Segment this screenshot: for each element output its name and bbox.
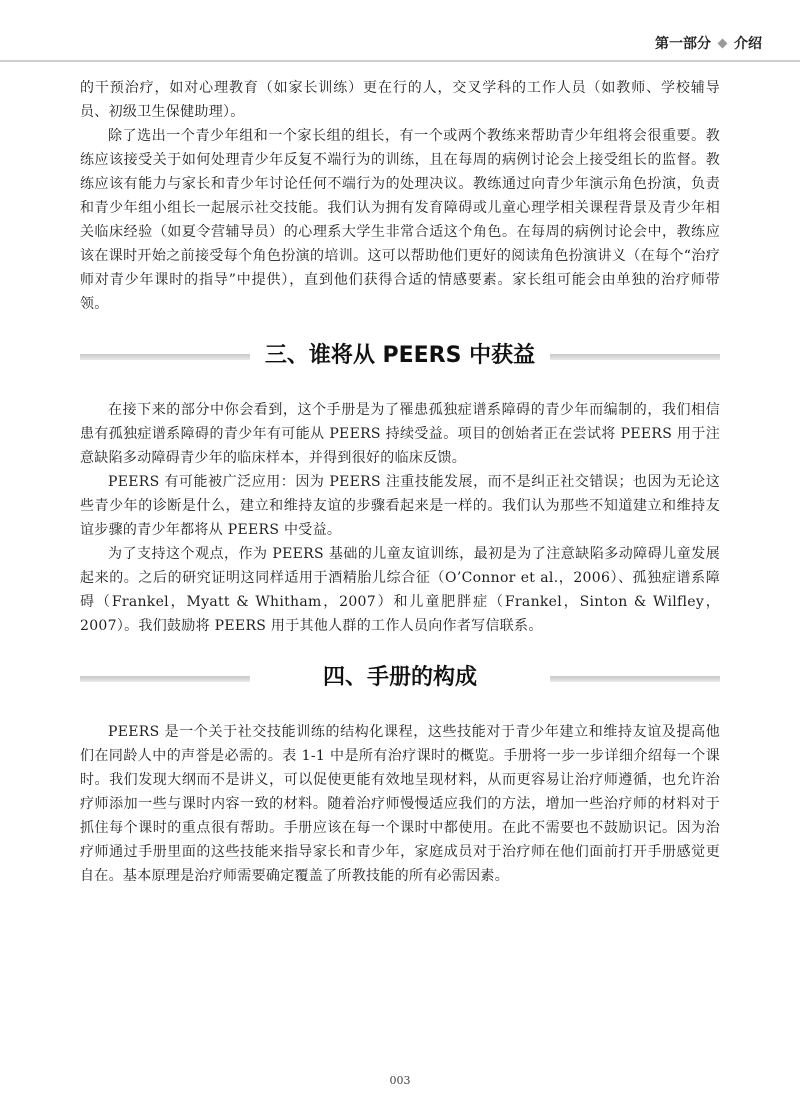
chapter-title: 介绍	[734, 36, 762, 52]
section-heading-3	[80, 328, 720, 392]
paragraph-who-benefits: 在接下来的部分中你会看到，这个手册是为了罹患孤独症谱系障碍的青少年而编制的，我们相信患有孤独症谱系障碍的青少年有可能从 PEERS 持续受益。项目的创始者正在尝试将 PEERS 用于注意缺陷多动障碍青少年的临床样本，并得到很好的临床反馈。	[80, 402, 720, 466]
part-label: 第一部分	[655, 36, 711, 52]
paragraph-manual-structure: PEERS 是一个关于社交技能训练的结构化课程，这些技能对于青少年建立和维持友谊及提高他们在同龄人中的声誉是必需的。表 1-1 中是所有治疗课时的概览。手册将一步一步详细介绍每一个课时。我们发现大纲而不是讲义，可以促使更能有效地呈现材料，从而更容易让治疗师遵循，也允许治疗师添加一些与课时内容一致的材料。随着治疗师慢慢适应我们的方法，增加一些治疗师的材料对于抓住每个课时的重点很有帮助。手册应该在每一个课时中都使用。在此不需要也不鼓励识记。因为治疗师通过手册里面的这些技能来指导家长和青少年，家庭成员对于治疗师在他们面前打开手册感觉更自在。基本原理是治疗师需要确定覆盖了所教技能的所有必需因素。	[80, 724, 720, 884]
page-number: 003	[389, 1074, 411, 1087]
diamond-icon	[718, 38, 728, 48]
paragraph-evidence: 为了支持这个观点，作为 PEERS 基础的儿童友谊训练，最初是为了注意缺陷多动障碍儿童发展起来的。之后的研究证明这同样适用于酒精胎儿综合征（O’Connor et al.，2006）、孤独症谱系障碍（Frankel，Myatt & Whitham，2007）和儿童肥胖症（Frankel，Sinton & Wilfley，2007）。我们鼓励将 PEERS 用于其他人群的工作人员向作者写信联系。	[80, 546, 720, 634]
paragraph-coaches: 除了选出一个青少年组和一个家长组的组长，有一个或两个教练来帮助青少年组将会很重要。教练应该接受关于如何处理青少年反复不端行为的训练，且在每周的病例讨论会上接受组长的监督。教练应该有能力与家长和青少年讨论任何不端行为的处理决议。教练通过向青少年演示角色扮演，负责和青少年组小组长一起展示社交技能。我们认为拥有发育障碍或儿童心理学相关课程背景及青少年相关临床经验（如夏令营辅导员）的心理系大学生非常合适这个角色。在每周的病例讨论会中，教练应该在课时开始之前接受每个角色扮演的培训。这可以帮助他们更好的阅读角色扮演讲义（在每个“治疗师对青少年课时的指导”中提供），直到他们获得合适的情感要素。家长组可能会由单独的治疗师带领。	[80, 128, 720, 312]
page-body	[80, 76, 720, 888]
section-heading-4	[80, 650, 720, 714]
page-header	[0, 0, 800, 64]
section-title-3: 三、谁将从 PEERS 中获益	[264, 343, 536, 368]
section-title-4: 四、手册的构成	[322, 665, 477, 690]
header-divider	[0, 60, 800, 62]
paragraph-continuation: 的干预治疗，如对心理教育（如家长训练）更在行的人，交叉学科的工作人员（如教师、学校辅导员、初级卫生保健助理）。	[80, 80, 720, 120]
running-head	[655, 33, 762, 53]
paragraph-broad-use: PEERS 有可能被广泛应用：因为 PEERS 注重技能发展，而不是纠正社交错误；也因为无论这些青少年的诊断是什么，建立和维持友谊的步骤看起来是一样的。我们认为那些不知道建立和维持友谊步骤的青少年都将从 PEERS 中受益。	[80, 474, 720, 538]
